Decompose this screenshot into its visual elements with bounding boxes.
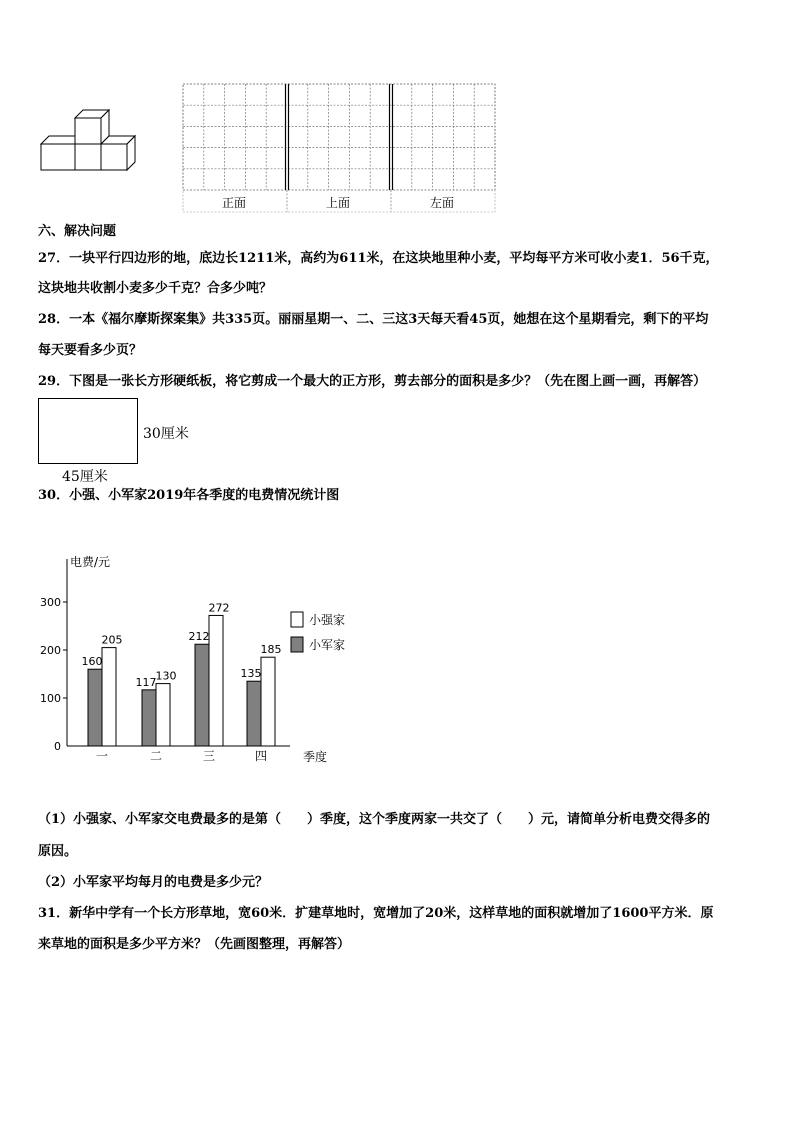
bar-value-label: 205 [101, 633, 123, 647]
bar-value-label: 117 [135, 675, 157, 689]
view-label-left: 左面 [429, 196, 455, 210]
cube-stack-figure [35, 100, 140, 180]
bar-xiaojun [195, 644, 209, 746]
x-axis-label: 季度 [303, 750, 328, 764]
y-axis-label: 电费/元 [70, 555, 111, 569]
bar-xiaoqiang [209, 615, 223, 746]
q27-line1: 27．一块平行四边形的地，底边长1211米，高约为611米，在这块地里种小麦，平均每平方米可收小麦1．56千克， [38, 251, 719, 266]
bar-xiaoqiang [156, 684, 170, 746]
q27-line2: 这块地共收割小麦多少千克？合多少吨？ [38, 281, 273, 296]
bar-xiaoqiang [102, 648, 116, 746]
grid-border [183, 84, 495, 190]
bar-value-label: 212 [188, 630, 210, 644]
section-title: 六、解决问题 [38, 224, 117, 239]
q31-line2: 来草地的面积是多少平方米？（先画图整理，再解答） [38, 937, 351, 952]
category-label: 四 [254, 749, 268, 763]
q29-line1: 29．下图是一张长方形硬纸板，将它剪成一个最大的正方形，剪去部分的面积是多少？（先在图上画一画，再解答） [38, 374, 707, 389]
category-label: 一 [95, 749, 109, 763]
bar-value-label: 135 [240, 667, 262, 681]
bar-xiaoqiang [261, 657, 275, 746]
view-grid-figure [180, 82, 498, 216]
bar-value-label: 130 [155, 669, 177, 683]
legend-swatch [291, 612, 303, 627]
q28-line1: 28．一本《福尔摩斯探案集》共335页。丽丽星期一、二、三这3天每天看45页，她想在这个星期看完，剩下的平均 [38, 312, 709, 327]
bar-value-label: 185 [260, 643, 282, 657]
q30-sub1-line1: （1）小强家、小军家交电费最多的是第（ ）季度，这个季度两家一共交了（ ）元，请简单分析电费交得多的 [38, 812, 711, 827]
view-label-top: 上面 [325, 196, 351, 210]
width-label: 45厘米 [62, 469, 108, 485]
legend-label: 小强家 [309, 613, 346, 627]
legend-label: 小军家 [309, 638, 346, 652]
bar-xiaojun [142, 690, 156, 746]
legend-swatch [291, 637, 303, 652]
y-tick-label: 0 [54, 740, 61, 753]
bar-xiaojun [247, 681, 261, 746]
y-tick-label: 300 [40, 596, 61, 609]
bar-value-label: 272 [208, 601, 230, 615]
q28-line2: 每天要看多少页？ [38, 343, 143, 358]
electricity-bar-chart [30, 545, 360, 775]
category-label: 二 [149, 749, 163, 763]
y-tick-label: 100 [40, 692, 61, 705]
q30-title: 30．小强、小军家2019年各季度的电费情况统计图 [38, 488, 340, 503]
q30-sub2: （2）小军家平均每月的电费是多少元？ [38, 875, 269, 890]
cardboard-rectangle [38, 398, 138, 464]
height-label: 30厘米 [143, 426, 189, 442]
bar-xiaojun [88, 669, 102, 746]
bar-value-label: 160 [81, 655, 103, 669]
q30-sub1-line2: 原因。 [38, 844, 78, 859]
q31-line1: 31．新华中学有一个长方形草地，宽60米．扩建草地时，宽增加了20米，这样草地的面积就增加了1600平方米．原 [38, 906, 714, 921]
y-tick-label: 200 [40, 644, 61, 657]
view-label-front: 正面 [221, 196, 247, 210]
category-label: 三 [202, 749, 216, 763]
